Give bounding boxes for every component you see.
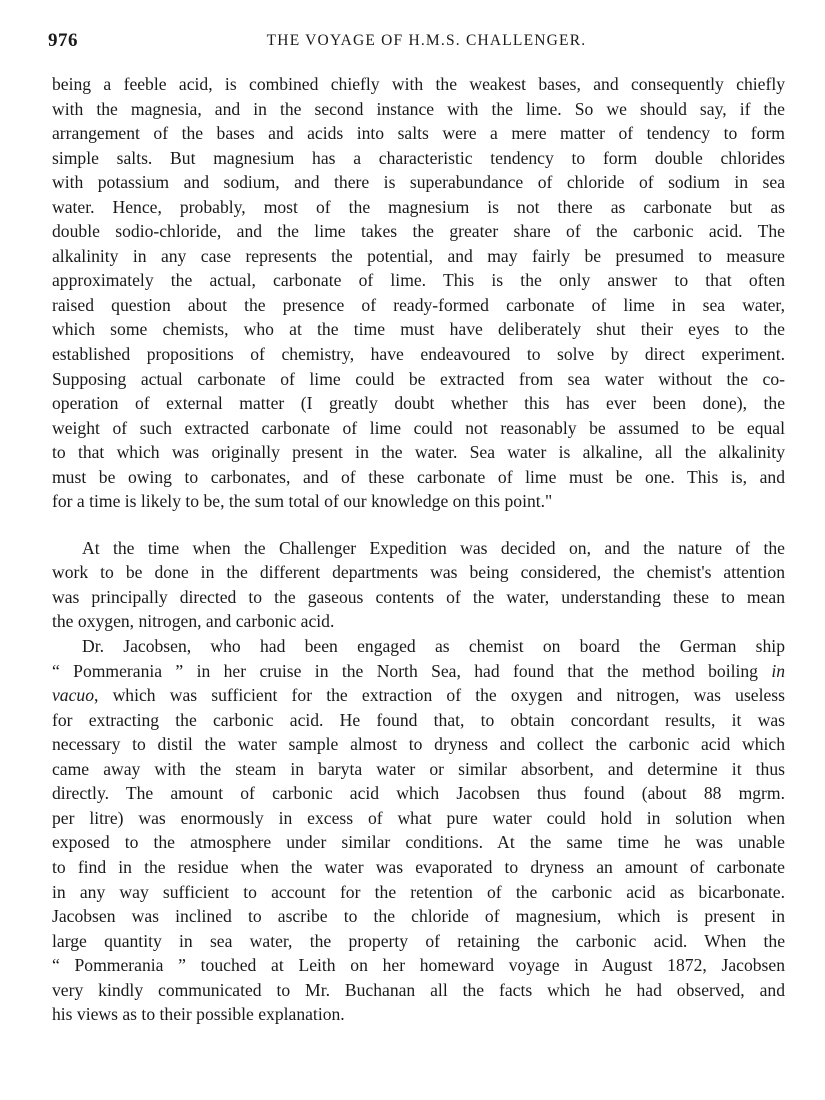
text-line: must be owing to carbonates, and of these carbonate of lime must be one. This is, and xyxy=(52,466,785,487)
text-line: for a time is likely to be, the sum total of our knowledge on this point." xyxy=(52,491,553,512)
paragraph-challenger-expedition xyxy=(52,536,785,634)
text-line: directly. The amount of carbonic acid which Jacobsen thus found (about 88 mgrm. xyxy=(52,783,785,804)
text-segment: “ Pommerania ” in her cruise in the North Sea, had found that the method boiling xyxy=(52,660,772,681)
text-line: in any way sufficient to account for the retention of the carbonic acid as bicarbonate. xyxy=(52,881,785,902)
text-line: simple salts. But magnesium has a characteristic tendency to form double chlorides xyxy=(52,147,785,168)
paragraph-jacobsen xyxy=(52,634,785,1027)
text-line: came away with the steam in baryta water or similar absorbent, and determine it thus xyxy=(52,758,785,779)
text-line: raised question about the presence of ready-formed carbonate of lime in sea water, xyxy=(52,294,785,315)
text-segment: , which was sufficient for the extraction of the oxygen and nitrogen, was useless xyxy=(94,685,785,706)
text-line: operation of external matter (I greatly doubt whether this has ever been done), the xyxy=(52,393,785,414)
text-line: alkalinity in any case represents the potential, and may fairly be presumed to measure xyxy=(52,245,785,266)
text-line: Jacobsen was inclined to ascribe to the chloride of magnesium, which is present in xyxy=(52,906,785,927)
text-line: the oxygen, nitrogen, and carbonic acid. xyxy=(52,611,335,632)
text-line: Dr. Jacobsen, who had been engaged as chemist on board the German ship xyxy=(82,636,785,657)
page-number: 976 xyxy=(48,30,78,51)
text-line: for extracting the carbonic acid. He found that, to obtain concordant results, it was xyxy=(52,709,785,730)
text-line: per litre) was enormously in excess of what pure water could hold in solution when xyxy=(52,807,785,828)
text-line: which some chemists, who at the time must have deliberately shut their eyes to the xyxy=(52,319,785,340)
text-line xyxy=(52,659,785,684)
text-line: with potassium and sodium, and there is superabundance of chloride of sodium in sea xyxy=(52,172,785,193)
text-line: At the time when the Challenger Expedition was decided on, and the nature of the xyxy=(82,537,785,558)
text-line xyxy=(52,683,785,708)
text-line: Supposing actual carbonate of lime could be extracted from sea water without the co- xyxy=(52,368,785,389)
text-line: double sodio-chloride, and the lime takes the greater share of the carbonic acid. The xyxy=(52,221,785,242)
text-line: being a feeble acid, is combined chiefly with the weakest bases, and consequently chiefly xyxy=(52,74,785,94)
text-line: water. Hence, probably, most of the magnesium is not there as carbonate but as xyxy=(52,196,785,217)
paragraph-quote-continuation xyxy=(52,72,785,514)
text-line: “ Pommerania ” touched at Leith on her homeward voyage in August 1872, Jacobsen xyxy=(52,955,785,976)
text-line: arrangement of the bases and acids into salts were a mere matter of tendency to form xyxy=(52,123,785,144)
text-line: to find in the residue when the water was evaporated to dryness an amount of carbonate xyxy=(52,856,785,877)
text-line: with the magnesia, and in the second instance with the lime. So we should say, if the xyxy=(52,98,785,119)
page-header xyxy=(48,30,785,56)
body-text xyxy=(52,72,785,1027)
text-line: exposed to the atmosphere under similar conditions. At the same time he was unable xyxy=(52,832,785,853)
text-line: to that which was originally present in the water. Sea water is alkaline, all the alkalinity xyxy=(52,442,785,463)
text-line: was principally directed to the gaseous contents of the water, understanding these to mean xyxy=(52,586,785,607)
italic-term: vacuo xyxy=(52,685,95,706)
text-line: his views as to their possible explanation. xyxy=(52,1004,345,1025)
text-line: necessary to distil the water sample almost to dryness and collect the carbonic acid which xyxy=(52,734,785,755)
running-title: THE VOYAGE OF H.M.S. CHALLENGER. xyxy=(266,32,587,49)
text-line: work to be done in the different departments was being considered, the chemist's attention xyxy=(52,562,785,583)
text-line: weight of such extracted carbonate of lime could not reasonably be assumed to be equal xyxy=(52,417,785,438)
italic-term: in xyxy=(771,660,785,681)
text-line: large quantity in sea water, the property of retaining the carbonic acid. When the xyxy=(52,930,785,951)
paragraph-gap xyxy=(52,514,785,536)
text-line: approximately the actual, carbonate of lime. This is the only answer to that often xyxy=(52,270,785,291)
text-line: very kindly communicated to Mr. Buchanan all the facts which he had observed, and xyxy=(52,979,785,1000)
text-line: established propositions of chemistry, have endeavoured to solve by direct experiment. xyxy=(52,344,785,365)
